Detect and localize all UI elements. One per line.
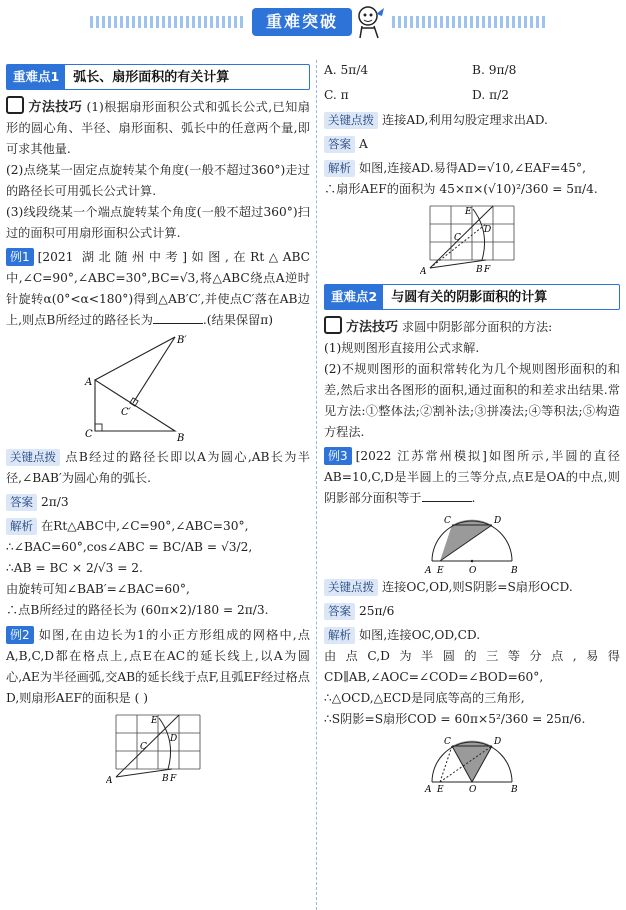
answer-label: 答案 — [324, 603, 355, 620]
choice-paren: ( ) — [134, 691, 148, 705]
svg-text:B′: B′ — [177, 335, 187, 346]
semicircle-figure-2 — [412, 732, 532, 794]
method-block — [6, 96, 310, 160]
example-label: 例1 — [6, 248, 34, 266]
header-stripe-left — [90, 16, 245, 28]
section-title: 弧长、扇形面积的有关计算 — [73, 69, 230, 85]
solution-3-line-2: 由点C,D为半圆的三等分点,易得CD∥AB,∠AOC=∠COD=∠BOD=60°, — [324, 649, 620, 684]
svg-text:B: B — [511, 785, 518, 794]
svg-text:E: E — [151, 716, 158, 726]
solution-label: 解析 — [6, 518, 37, 535]
answer-3 — [324, 601, 620, 622]
triangle-figure — [83, 333, 233, 445]
svg-text:D: D — [170, 734, 178, 744]
svg-text:A: A — [425, 785, 432, 794]
method-2-text-1: (1)规则图形直接用公式求解. — [324, 341, 480, 355]
example-1-text: [2021 湖北随州中考]如图,在Rt△ABC中,∠C=90°,∠ABC=30°,BC=√3,将△ABC绕点A逆时针旋转α(0°<α<180°)得到△AB′C′,并使点C′落在AB边上,则点B所经过的路径长为 — [6, 250, 310, 327]
header-title: 重难突破 — [252, 8, 352, 36]
method-title: 方法技巧 — [6, 100, 82, 115]
section-heading-2 — [324, 284, 620, 310]
answer-blank — [153, 311, 203, 324]
method-title: 方法技巧 — [324, 320, 398, 335]
svg-text:C: C — [444, 737, 451, 747]
answer-1-value: 2π/3 — [41, 495, 69, 509]
solution-3-line-4: ∴S阴影=S扇形COD = 60π×5²/360 = 25π/6. — [324, 712, 586, 726]
method-block-2: 方法技巧 求圆中阴影部分面积的方法: — [324, 316, 620, 338]
svg-text:C′: C′ — [121, 407, 131, 418]
example-2 — [6, 625, 310, 709]
example-label: 例3 — [324, 447, 352, 465]
key-point-1: 关键点拨 点B经过的路径长即以A为圆心,AB长为半径,∠BAB′为圆心角的弧长. — [6, 450, 310, 485]
svg-text:C: C — [85, 429, 93, 440]
solution-label: 解析 — [324, 160, 355, 177]
svg-text:B: B — [476, 265, 483, 275]
key-point-label: 关键点拨 — [324, 112, 378, 129]
solution-3-line-3: ∴△OCD,△ECD是同底等高的三角形, — [324, 691, 525, 705]
method-text-2: (2)点绕某一固定点旋转某个角度(一般不超过360°)走过的路径长可用弧长公式计算. — [6, 163, 310, 198]
answer-1 — [6, 492, 310, 513]
section-tag: 重难点1 — [7, 65, 65, 89]
example-3: 例3 [2022 江苏常州模拟]如图所示,半圆的直径AB=10,C,D是半圆上的三等分点,点E是OA的中点,则阴影部分面积等于 . — [324, 449, 620, 505]
section-tag: 重难点2 — [325, 285, 383, 309]
option-b[interactable]: B. 9π/8 — [472, 63, 517, 77]
answer-2 — [324, 134, 620, 155]
svg-text:C: C — [140, 742, 147, 752]
method-text-1: (1)根据扇形面积公式和弧长公式,已知扇形的圆心角、半径、扇形面积、弧长中的任意两个量,即可求其他量. — [6, 100, 310, 156]
method-2-text-2: (2)不规则图形的面积常转化为几个规则图形面积的和差,然后求出各图形的面积,通过面积的和差求出结果.常见方法:①整体法;②割补法;③拼凑法;④等积法;⑤构造方程法. — [324, 362, 620, 439]
svg-text:F: F — [170, 774, 177, 784]
svg-text:A: A — [85, 377, 93, 388]
example-label: 例2 — [6, 626, 34, 644]
mascot-icon — [352, 2, 388, 42]
svg-text:A: A — [420, 267, 427, 276]
key-point-3: 关键点拨 连接OC,OD,则S阴影=S扇形OCD. — [324, 577, 620, 598]
key-point-label: 关键点拨 — [324, 579, 378, 596]
header-stripe-right — [392, 16, 547, 28]
section-title: 与圆有关的阴影面积的计算 — [391, 289, 548, 305]
solution-1-line-4: 由旋转可知∠BAB′=∠BAC=60°, — [6, 582, 190, 596]
column-divider — [316, 60, 317, 910]
answer-label: 答案 — [324, 136, 355, 153]
method-text-3: (3)线段绕某一个端点旋转某个角度(一般不超过360°)扫过的面积可用扇形面积公式计算. — [6, 205, 310, 240]
svg-text:C: C — [454, 233, 461, 243]
page-header — [0, 0, 626, 44]
grid-figure-2 — [420, 202, 524, 276]
svg-text:B: B — [162, 774, 169, 784]
svg-text:E: E — [465, 207, 472, 217]
svg-text:A: A — [106, 776, 113, 785]
svg-text:A: A — [425, 566, 432, 575]
solution-label: 解析 — [324, 627, 355, 644]
svg-text:D: D — [494, 516, 502, 526]
solution-1-line-5: ∴点B所经过的路径长为 (60π×2)/180 = 2π/3. — [6, 603, 269, 617]
answer-2-value: A — [359, 137, 368, 151]
bulb-icon — [6, 96, 24, 114]
svg-text:O: O — [469, 785, 477, 794]
solution-1-line-3: ∴AB = BC × 2/√3 = 2. — [6, 561, 143, 575]
svg-text:D: D — [494, 737, 502, 747]
choice-options — [324, 60, 620, 106]
solution-3: 解析 如图,连接OC,OD,CD. — [324, 625, 620, 646]
key-point-label: 关键点拨 — [6, 449, 60, 466]
grid-figure-1 — [106, 711, 210, 785]
option-d[interactable]: D. π/2 — [472, 88, 509, 102]
example-1 — [6, 247, 310, 331]
svg-text:C: C — [444, 516, 451, 526]
solution-1: 解析 在Rt△ABC中,∠C=90°,∠ABC=30°, — [6, 516, 310, 537]
answer-label: 答案 — [6, 494, 37, 511]
svg-text:E: E — [437, 785, 444, 794]
semicircle-figure-1 — [412, 511, 532, 575]
answer-3-value: 25π/6 — [359, 604, 395, 618]
example-3-text: [2022 江苏常州模拟]如图所示,半圆的直径AB=10,C,D是半圆上的三等分点,点E是OA的中点,则阴影部分面积等于 — [324, 449, 620, 505]
svg-text:B: B — [177, 433, 185, 444]
option-c[interactable]: C. π — [324, 88, 349, 102]
option-a[interactable]: A. 5π/4 — [324, 63, 369, 77]
answer-blank — [422, 489, 472, 502]
key-point-2: 关键点拨 连接AD,利用勾股定理求出AD. — [324, 110, 620, 131]
left-column — [6, 60, 310, 787]
right-column — [324, 60, 620, 796]
svg-text:E: E — [437, 566, 444, 575]
solution-2: 解析 如图,连接AD.易得AD=√10,∠EAF=45°, — [324, 158, 620, 179]
example-2-text: 如图,在由边长为1的小正方形组成的网格中,点A,B,C,D都在格点上,点E在AC的延长线上,以A为圆心,AE为半径画弧,交AB的延长线于点F,且弧EF经过格点D,则扇形AEF的面积是 — [6, 628, 310, 705]
solution-1-line-2: ∴∠BAC=60°,cos∠ABC = BC/AB = √3/2, — [6, 540, 253, 554]
solution-2-line-2: ∴扇形AEF的面积为 45×π×(√10)²/360 = 5π/4. — [324, 182, 598, 196]
example-1-tail: .(结果保留π) — [202, 313, 274, 327]
section-heading-1 — [6, 64, 310, 90]
svg-text:F: F — [484, 265, 491, 275]
svg-text:D: D — [484, 225, 492, 235]
bulb-icon — [324, 316, 342, 334]
svg-text:O: O — [469, 566, 477, 575]
svg-text:B: B — [511, 566, 518, 575]
